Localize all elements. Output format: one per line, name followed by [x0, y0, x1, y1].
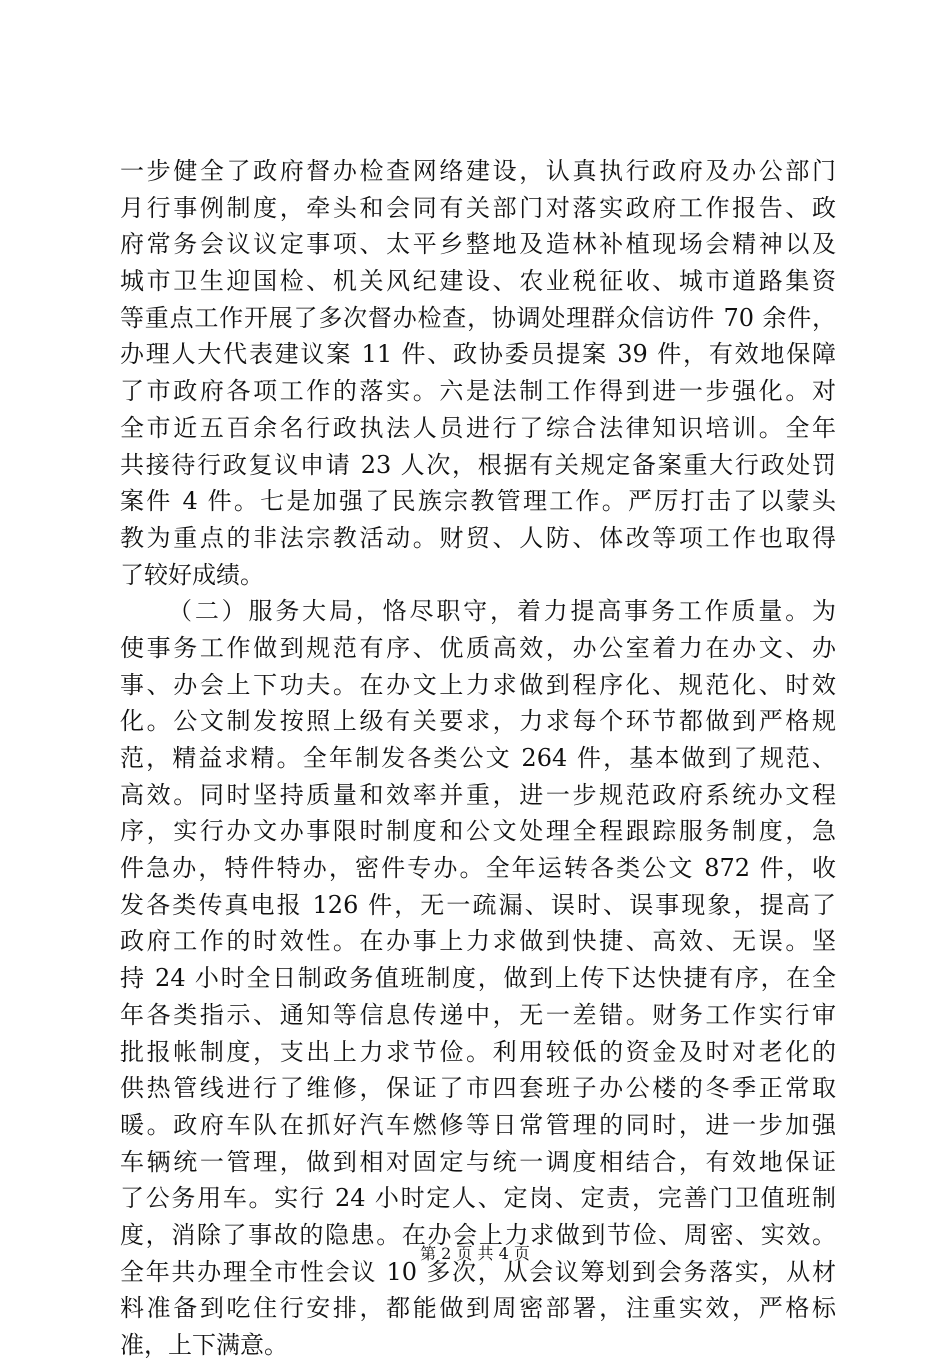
- page-number-footer: 第 2 页 共 4 页: [420, 1244, 530, 1263]
- text-line: 事、办会上下功夫。在办文上力求做到程序化、规范化、时效: [120, 670, 836, 699]
- text-line: 序，实行办文办事限时制度和公文处理全程跟踪服务制度，急: [120, 817, 836, 846]
- text-line: 高效。同时坚持质量和效率并重，进一步规范政府系统办文程: [120, 780, 836, 809]
- text-line: 全年共办理全市性会议 10 多次，从会议筹划到会务落实，从材: [120, 1257, 836, 1286]
- text-line: 全市近五百余名行政执法人员进行了综合法律知识培训。全年: [120, 413, 836, 442]
- text-line: 持 24 小时全日制政务值班制度，做到上传下达快捷有序，在全: [120, 964, 836, 993]
- text-line: 件急办，特件特办，密件专办。全年运转各类公文 872 件，收: [120, 854, 836, 883]
- text-line: 月行事例制度，牵头和会同有关部门对落实政府工作报告、政: [120, 193, 836, 222]
- section-heading-line: （二）服务大局，恪尽职守，着力提高事务工作质量。为: [168, 597, 836, 626]
- text-line: 了公务用车。实行 24 小时定人、定岗、定责，完善门卫值班制: [120, 1184, 836, 1213]
- text-line: 教为重点的非法宗教活动。财贸、人防、体改等项工作也取得: [120, 523, 836, 552]
- text-line: 政府工作的时效性。在办事上力求做到快捷、高效、无误。坚: [120, 927, 836, 956]
- text-line: 年各类指示、通知等信息传递中，无一差错。财务工作实行审: [120, 1000, 836, 1029]
- text-line: 共接待行政复议申请 23 人次，根据有关规定备案重大行政处罚: [120, 450, 836, 479]
- text-line: 案件 4 件。七是加强了民族宗教管理工作。严厉打击了以蒙头: [120, 487, 836, 516]
- text-line: 批报帐制度，支出上力求节俭。利用较低的资金及时对老化的: [120, 1037, 836, 1066]
- text-line: 度，消除了事故的隐患。在办会上力求做到节俭、周密、实效。: [120, 1220, 836, 1249]
- text-line: 料准备到吃住行安排，都能做到周密部署，注重实效，严格标: [120, 1294, 836, 1323]
- text-line: 发各类传真电报 126 件，无一疏漏、误时、误事现象，提高了: [120, 890, 836, 919]
- paragraph-end-line: 准，上下满意。: [120, 1331, 288, 1359]
- text-line: 供热管线进行了维修，保证了市四套班子办公楼的冬季正常取: [120, 1074, 836, 1103]
- text-line: 一步健全了政府督办检查网络建设，认真执行政府及办公部门: [120, 157, 836, 185]
- text-line: 使事务工作做到规范有序、优质高效，办公室着力在办文、办: [120, 633, 836, 662]
- text-line: 了市政府各项工作的落实。六是法制工作得到进一步强化。对: [120, 377, 836, 406]
- text-line: 范，精益求精。全年制发各类公文 264 件，基本做到了规范、: [120, 744, 836, 772]
- text-line: 办理人大代表建议案 11 件、政协委员提案 39 件，有效地保障: [120, 340, 836, 369]
- paragraph-end-line: 了较好成绩。: [120, 560, 264, 589]
- text-line: 车辆统一管理，做到相对固定与统一调度相结合，有效地保证: [120, 1147, 836, 1176]
- text-line: 化。公文制发按照上级有关要求，力求每个环节都做到严格规: [120, 707, 836, 736]
- text-line: 府常务会议议定事项、太平乡整地及造林补植现场会精神以及: [120, 230, 836, 259]
- text-line: 城市卫生迎国检、机关风纪建设、农业税征收、城市道路集资: [120, 267, 836, 296]
- text-line: 暖。政府车队在抓好汽车燃修等日常管理的同时，进一步加强: [120, 1110, 836, 1139]
- text-line: 等重点工作开展了多次督办检查，协调处理群众信访件 70 余件，: [120, 303, 836, 332]
- body-text: [120, 153, 836, 1364]
